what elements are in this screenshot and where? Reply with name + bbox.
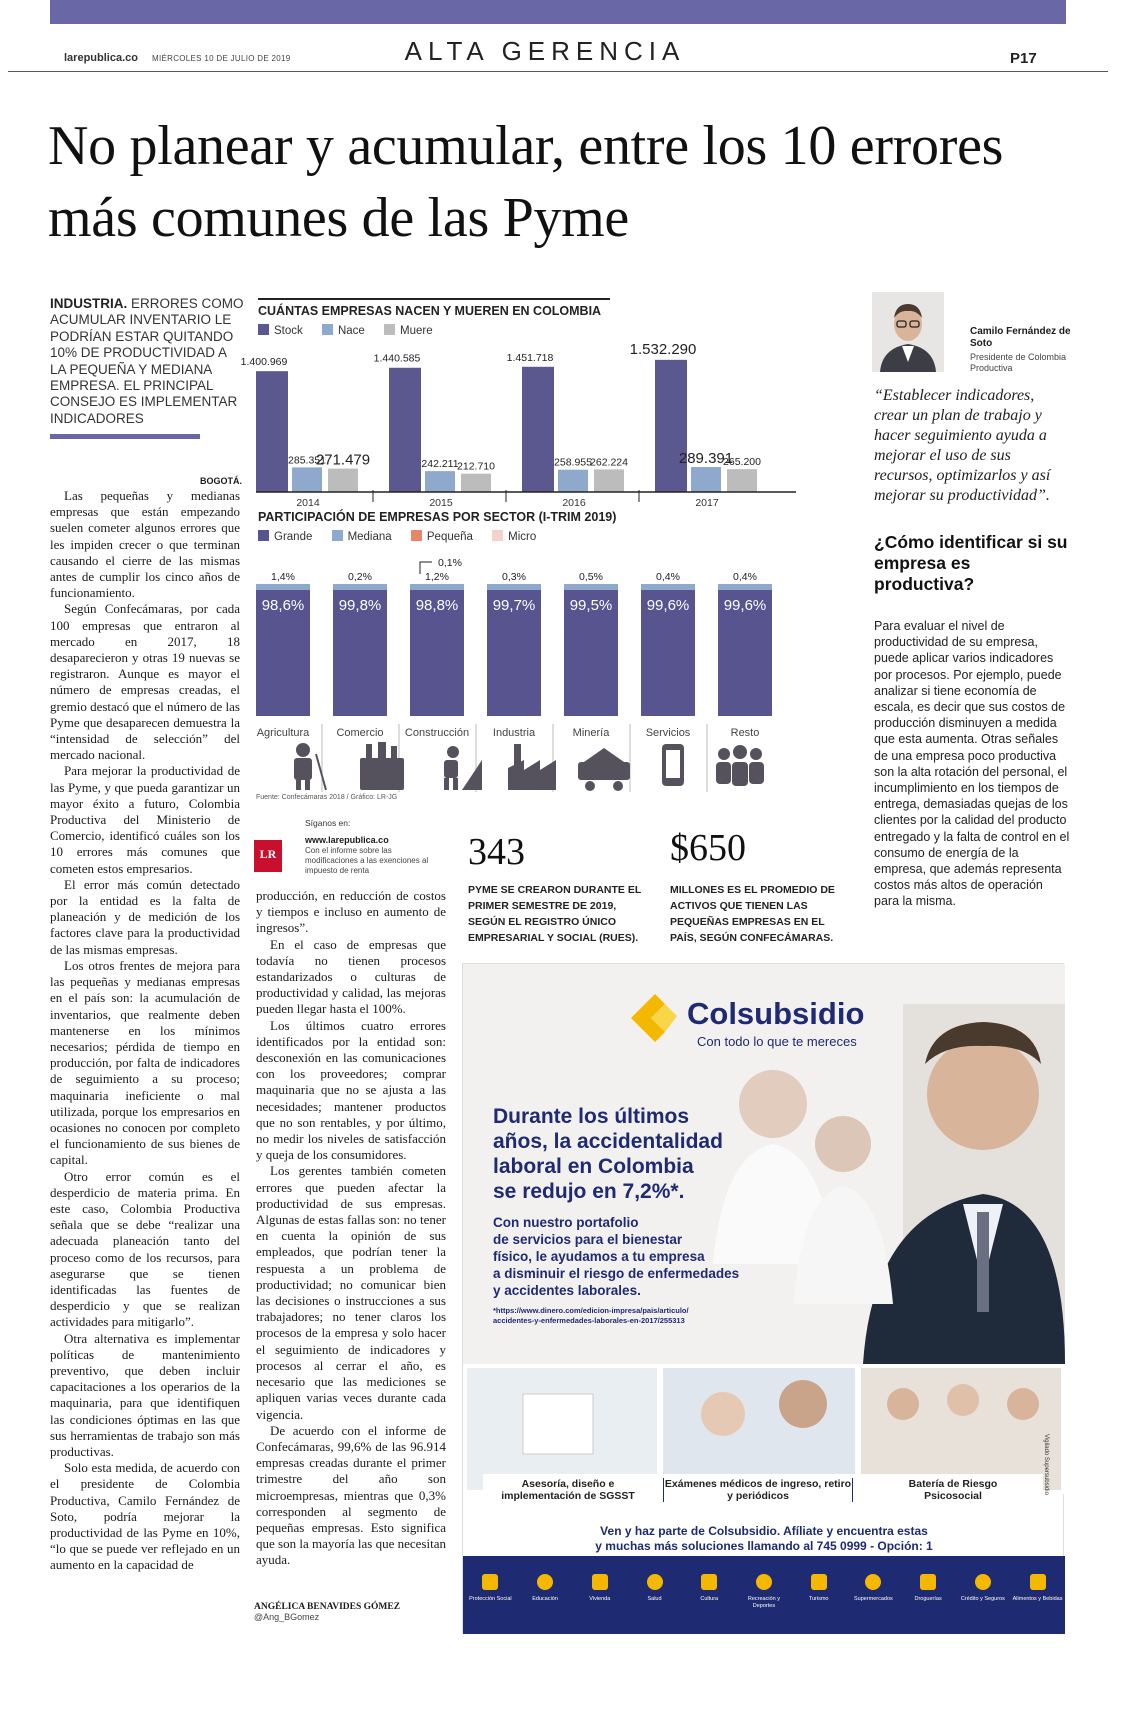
body-column-2 (256, 888, 446, 1569)
bar-stock (522, 367, 554, 492)
lead (50, 296, 245, 427)
ad-icon-label: Salud (647, 1596, 662, 1602)
ad-cta-line: y muchas más soluciones llamando al 745 0999 - Opción: 1 (595, 1539, 933, 1553)
stat-value: $650 (670, 827, 746, 869)
chart1-top-rule (258, 298, 610, 300)
paragraph: Solo esta medida, de acuerdo con el presidente de Colombia Productiva, Camilo Fernández de Soto, podría mejorar la productividad de las Pyme en 10%, “lo que se puede ver reflejado en un aumento en la capacidad de (50, 1460, 240, 1573)
paragraph: Los últimos cuatro errores identificados por la entidad son: desconexión en las comunicaciones con los proveedores; comprar maquinaria que no se ajusta a las necesidades; mantener productos que no son rentables, y por último, no medir los niveles de satisfacción y queja de los consumidores. (256, 1017, 446, 1163)
legend-label: Stock (274, 325, 303, 337)
bar-muere (461, 474, 491, 492)
header-rule (8, 71, 1108, 72)
bar-nace (292, 467, 322, 492)
body-column-1 (50, 488, 240, 1574)
bar-nace (425, 471, 455, 492)
major-label: 99,6% (646, 597, 690, 614)
bar-muere (328, 469, 358, 492)
sidebar-body: Para evaluar el nivel de productividad de su empresa, puede aplicar varios indicadores por procesos. Por ejemplo, puede analizar si tiene economía de escala, es decir que sus costos de producción disminuyen a medida que esta aumenta. Otras señales de una empresa poco productiva son la alta rotación del personal, el incumplimiento en los tiempos de entrega, demasiadas quejas de los clientes por la calidad del producto entregado y la falta de control en el consumo de energía de la empresa, que además representa costos más altos de operación para la misma. (874, 619, 1070, 909)
top-color-bar (50, 0, 1066, 24)
data-label: 242.211 (421, 458, 459, 471)
ad-icon-label: Turismo (808, 1596, 829, 1602)
person-role: Presidente de Colombia Productiva (970, 352, 1067, 373)
ad-service: Exámenes médicos de ingreso, retiro y periódicos (664, 1478, 852, 1502)
data-label: 262.224 (590, 456, 628, 469)
ad-ref-line: accidentes-y-enfermedades-laborales-en-2017/255313 (493, 1316, 685, 1325)
lr-logo: LR (254, 840, 282, 872)
ad-icon-item (464, 1566, 516, 1626)
minor-label: 0,4% (733, 571, 757, 583)
data-label: 271.479 (315, 451, 371, 469)
ad-sub-line: Con nuestro portafolio (493, 1215, 639, 1230)
bar-segment-minor (256, 584, 310, 590)
headline: No planear y acumular, entre los 10 errores más comunes de las Pyme (48, 115, 1004, 249)
ad-icon-item (629, 1566, 681, 1626)
ad-reference (493, 1306, 689, 1326)
ad-headline-line: laboral en Colombia (493, 1155, 694, 1178)
service-icon (592, 1574, 608, 1590)
x-tick-label: Servicios (645, 727, 691, 739)
ad-icon-label: Alimentos y Bebidas (1012, 1596, 1063, 1602)
legend-label: Nace (337, 325, 365, 337)
bar-stock (256, 371, 288, 492)
group-people-icon (716, 745, 764, 786)
chart2-legend (258, 530, 552, 543)
service-icon (1030, 1574, 1046, 1590)
paragraph: producción, en reducción de costos y tiempos e incluso en aumento de ingresos”. (256, 888, 446, 936)
service-icon (920, 1574, 936, 1590)
chart2-title: PARTICIPACIÓN DE EMPRESAS POR SECTOR (I-TRIM 2019) (258, 510, 617, 524)
legend-swatch-mediana (332, 530, 343, 541)
ad-service: Batería de Riesgo Psicosocial (908, 1478, 998, 1502)
bar-stock (655, 360, 687, 492)
ad-sub-line: a disminuir el riesgo de enfermedades (493, 1266, 740, 1281)
colsubsidio-logo-icon (631, 994, 677, 1042)
legend-label: Pequeña (426, 531, 473, 543)
ad-icon-label: Supermercados (853, 1596, 893, 1602)
minor-label: 1,2% (425, 571, 449, 583)
data-label: 289.391 (678, 450, 734, 468)
ad-cta-line: Ven y haz parte de Colsubsidio. Afíliate y encuentra estas (600, 1524, 928, 1538)
header-date: MIÉRCOLES 10 DE JULIO DE 2019 (152, 54, 291, 63)
paragraph: De acuerdo con el informe de Confecámaras, 99,6% de las 96.914 empresas creadas durante el primer trimestre del año son microempresas, mientras que 0,3% corresponden al segmento de pequeñas empresas. Esto significa que son la mayoría las que necesitan ayuda. (256, 1422, 446, 1568)
ad-ref-line: *https://www.dinero.com/edicion-impresa/pais/articulo/ (493, 1306, 689, 1315)
ad-headline-line: años, la accidentalidad (493, 1130, 723, 1153)
stat-caption: PYME SE CREARON DURANTE EL PRIMER SEMESTRE DE 2019, SEGÚN EL REGISTRO ÚNICO EMPRESARIAL Y SOCIAL (RUES). (468, 884, 642, 944)
bar-segment-minor (410, 584, 464, 590)
x-tick-label: Minería (572, 727, 610, 739)
ad-icon-label: Vivienda (589, 1596, 611, 1602)
stat-caption: MILLONES ES EL PROMEDIO DE ACTIVOS QUE TIENEN LAS PEQUEÑAS EMPRESAS EN EL PAÍS, SEGÚN CONFECÁMARAS. (670, 884, 835, 944)
service-icon (482, 1574, 498, 1590)
legend-swatch-pequena (411, 530, 422, 541)
legend-label: Micro (508, 531, 537, 543)
pull-quote: “Establecer indicadores, crear un plan de trabajo y hacer seguimiento ayuda a mejorar el uso de sus recursos, optimizarlos y así mejorar su productividad”. (874, 387, 1051, 504)
ad-brand: Colsubsidio (687, 996, 865, 1031)
major-label: 99,5% (569, 597, 613, 614)
minor-label: 1,4% (271, 571, 295, 583)
legend-label: Muere (400, 325, 433, 337)
ad-sub-line: y accidentes laborales. (493, 1283, 641, 1298)
factory-icon (508, 744, 556, 790)
service-icon (701, 1574, 717, 1590)
lead-kicker: INDUSTRIA. (50, 296, 128, 311)
bar-muere (727, 469, 757, 492)
lr-note: Con el informe sobre las modificaciones a las exenciones al impuesto de renta (305, 846, 429, 875)
ad-vertical-text: Vigilado Supersubsidio (1043, 1434, 1049, 1495)
person-name: Camilo Fernández de Soto (970, 326, 1071, 349)
phone-icon (662, 744, 684, 786)
ad-icon-item (793, 1566, 845, 1626)
legend-swatch-grande (258, 530, 269, 541)
minor-label: 0,2% (348, 571, 372, 583)
ad-icon-label: Recreación y Deportes (747, 1596, 780, 1609)
ad-icon-item (683, 1566, 735, 1626)
sector-icons (256, 740, 856, 794)
ad-headline (493, 1104, 723, 1204)
bar-nace (558, 470, 588, 492)
sidebar-heading: ¿Cómo identificar si su empresa es productiva? (874, 532, 1068, 594)
paragraph: Otro error común es el desperdicio de materia prima. En este caso, Colombia Productiva señala que se debe “realizar una adecuada planeación tanto del proceso como de los recursos, para asegurarse que se tienen identificadas las fuentes de desperdicio y que se realizan actividades para mitigarlo”. (50, 1168, 240, 1330)
ad-sub-line: de servicios para el bienestar (493, 1232, 683, 1247)
ad-cta (463, 1524, 1065, 1554)
data-label: 285.351 (288, 454, 326, 467)
ad-icon-item (738, 1566, 790, 1626)
chart1-svg (240, 334, 856, 510)
data-label: 1.440.585 (373, 352, 421, 365)
x-tick-label: Construcción (404, 727, 470, 739)
ad-headline-line: Durante los últimos (493, 1105, 690, 1128)
minor-label: 0,5% (579, 571, 603, 583)
portrait-photo (872, 292, 944, 372)
header-site[interactable]: larepublica.co (64, 52, 138, 64)
ad-service: Asesoría, diseño e implementación de SGSST (501, 1478, 635, 1502)
service-icon (975, 1574, 991, 1590)
mine-cart-icon (578, 748, 630, 791)
ad-icon-label: Crédito y Seguros (960, 1596, 1005, 1602)
bar-nace (691, 467, 721, 492)
ad-icon-item (1012, 1566, 1064, 1626)
bar-stock (389, 368, 421, 492)
ad-subtext (493, 1214, 739, 1299)
legend-label: Mediana (347, 531, 392, 543)
x-tick-label: Industria (492, 727, 536, 739)
major-label: 99,6% (723, 597, 767, 614)
data-label: 1.451.718 (506, 351, 554, 364)
construction-worker-icon (444, 746, 482, 790)
lr-follow-label: Síganos en: (305, 818, 351, 828)
ad-icon-item (574, 1566, 626, 1626)
shopping-basket-icon (360, 742, 404, 790)
farmer-icon (294, 743, 326, 790)
data-label: 258.955 (554, 456, 592, 469)
x-tick-label: Comercio (336, 727, 384, 739)
chart-source: Fuente: Confecámaras 2018 / Gráfico: LR-JG (256, 794, 398, 801)
paragraph: El error más común detectado por la entidad es la falta de planeación y de medición de los factores clave para la productividad de las mismas empresas. (50, 876, 240, 957)
page-number: P17 (1010, 50, 1037, 67)
bar-segment-minor (641, 584, 695, 590)
service-icon (647, 1574, 663, 1590)
colsubsidio-ad[interactable] (462, 963, 1064, 1633)
x-tick-label: Agricultura (256, 727, 310, 739)
minor-label: 0,4% (656, 571, 680, 583)
data-label: 1.532.290 (629, 340, 697, 358)
data-label: 212.710 (457, 460, 495, 473)
data-label: 1.400.969 (240, 356, 288, 369)
ad-icon-item (957, 1566, 1009, 1626)
major-label: 98,6% (261, 597, 305, 614)
ad-icon-label: Cultura (700, 1596, 719, 1602)
ad-service-icons (463, 1566, 1065, 1626)
bar-segment-minor (487, 584, 541, 590)
ad-icon-label: Protección Social (469, 1596, 512, 1602)
x-tick-label: 2015 (429, 497, 453, 509)
bar-segment-minor (564, 584, 618, 590)
x-tick-label: 2017 (695, 497, 719, 509)
ad-icon-label: Educación (532, 1596, 558, 1602)
lead-accent-rule (50, 434, 200, 439)
paragraph: Los gerentes también cometen errores que pueden afectar la productividad de sus empresas. Algunas de estas fallas son: no tener en cuenta la opinión de sus empleados, que podrían tener la respuesta a un problema de productividad; no comunicar bien las decisiones o instrucciones a sus trabajadores; no tener claros los procesos de la empresa y solo hacer el seguimiento de indicadores y procesos al cerrar el año, es necesario que las mediciones se apliquen varias veces durante cada vigencia. (256, 1163, 446, 1422)
service-icon (537, 1574, 553, 1590)
legend-label: Grande (274, 531, 313, 543)
ad-tagline: Con todo lo que te mereces (697, 1034, 857, 1049)
minor-label: 0,3% (502, 571, 526, 583)
service-icon (811, 1574, 827, 1590)
bar-segment-minor (333, 584, 387, 590)
extra-label: 0,1% (438, 557, 462, 569)
paragraph: En el caso de empresas que todavía no tienen procesos estandarizados o culturas de productividad y calidad, las mejoras pueden llegar hasta el 100%. (256, 936, 446, 1017)
bar-segment-minor (718, 584, 772, 590)
byline (254, 1602, 454, 1622)
major-label: 98,8% (415, 597, 459, 614)
paragraph: Según Confecámaras, por cada 100 empresas que entraron al mercado en 2017, 18 desaparecieron y otras 19 nuevas se registraron. Aunque es mayor el número de empresas creadas, el gremio destacó que el número de las Pyme que desaparecen demuestra la “intensidad de selección” del mercado nacional. (50, 601, 240, 763)
paragraph: Otra alternativa es implementar políticas de mantenimiento preventivo, que deben incluir capacitaciones a los operarios de la maquinaria, para que identifiquen las condiciones óptimas en las que sus herramientas de trabajo son más productivas. (50, 1330, 240, 1459)
ad-sub-line: físico, le ayudamos a tu empresa (493, 1249, 705, 1264)
author-name: ANGÉLICA BENAVIDES GÓMEZ (254, 1602, 401, 1612)
service-icon (756, 1574, 772, 1590)
major-label: 99,7% (492, 597, 536, 614)
ad-icon-item (902, 1566, 954, 1626)
paragraph: Los otros frentes de mejora para las pequeñas y medianas empresas en el país son: la acumulación de inventarios, que realmente deben mantenerse en los mínimos necesarios; pérdida de tiempo en producción, por falta de indicadores de seguimiento a su proceso; maquinaria ineficiente o mal utilizada, porque los empresarios en ocasiones no conocen por completo el funcionamiento de sus bienes de capital. (50, 957, 240, 1168)
x-tick-label: 2016 (562, 497, 586, 509)
stat-value: 343 (468, 831, 525, 873)
author-handle[interactable]: @Ang_BGomez (254, 1612, 320, 1622)
service-icon (865, 1574, 881, 1590)
paragraph: Las pequeñas y medianas empresas que están empezando suelen cometer algunos errores que les impiden crecer o que terminan causando el cierre de las mismas antes de cumplir los cinco años de funcionamiento. (50, 488, 240, 601)
ad-icon-item (519, 1566, 571, 1626)
paragraph: Para mejorar la productividad de las Pyme, y que pueda garantizar un mayor éxito a futuro, Colombia Productiva del Ministerio de Comercio, identificó cuáles son los 10 errores más comunes que cometen estos empresarios. (50, 763, 240, 876)
data-label: 265.200 (723, 456, 761, 469)
header-section: ALTA GERENCIA (404, 36, 686, 66)
dateline: BOGOTÁ. (200, 476, 242, 486)
legend-swatch-micro (492, 530, 503, 541)
ad-icon-label: Droguerías (914, 1596, 942, 1602)
bar-muere (594, 469, 624, 492)
major-label: 99,8% (338, 597, 382, 614)
ad-icon-item (847, 1566, 899, 1626)
x-tick-label: 2014 (296, 497, 320, 509)
lead-text: ERRORES COMO ACUMULAR INVENTARIO LE PODRÍAN ESTAR QUITANDO 10% DE PRODUCTIVIDAD A LA PEQUEÑA Y MEDIANA EMPRESA. EL PRINCIPAL CONSEJO ES IMPLEMENTAR INDICADORES (50, 296, 244, 426)
x-tick-label: Resto (730, 727, 760, 739)
chart1-title: CUÁNTAS EMPRESAS NACEN Y MUEREN EN COLOMBIA (258, 304, 602, 318)
lr-url-link[interactable]: www.larepublica.co (305, 835, 389, 845)
ad-headline-line: se redujo en 7,2%*. (493, 1180, 685, 1203)
